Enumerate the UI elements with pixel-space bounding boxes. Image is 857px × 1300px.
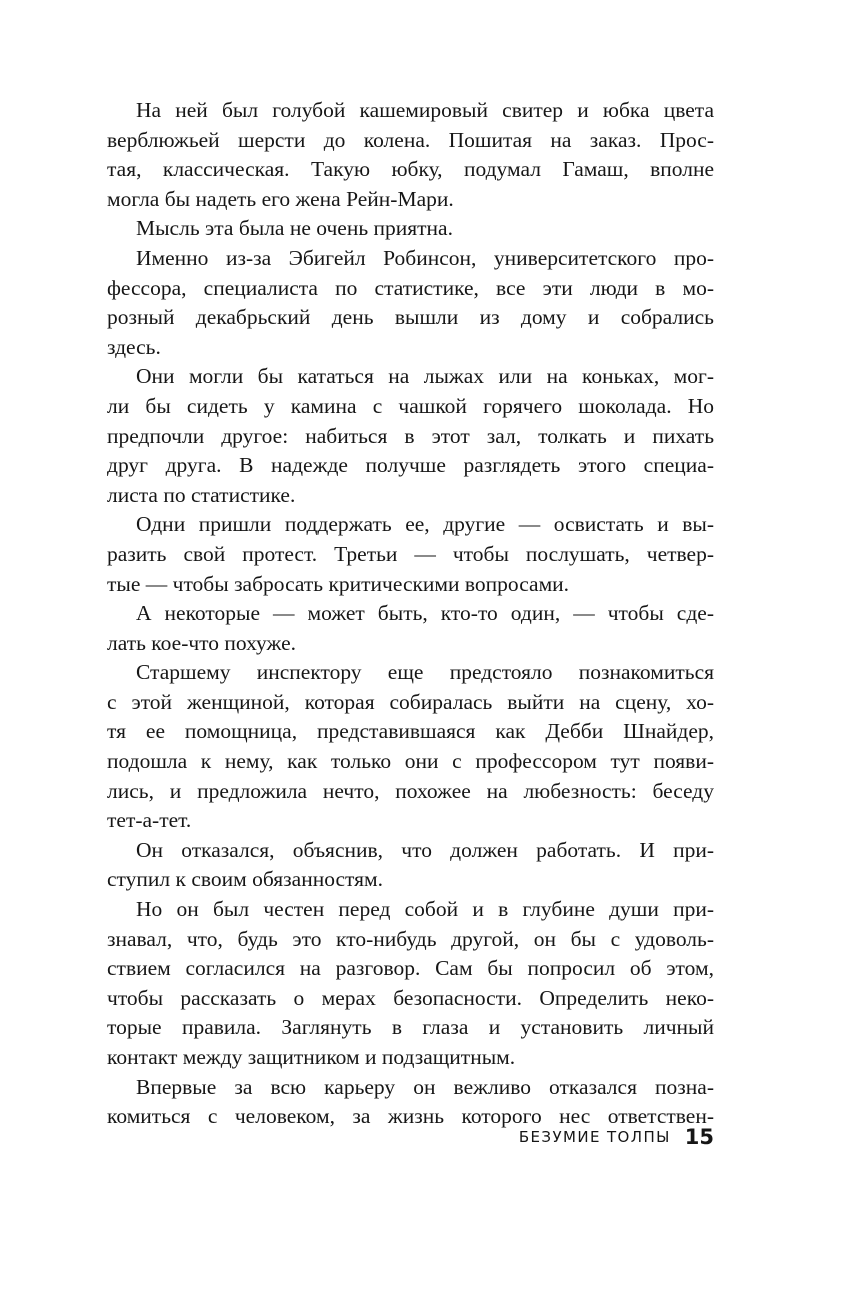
text-line: Именно из-за Эбигейл Робинсон, университетского про- (136, 245, 714, 270)
text-line: листа по статистике. (107, 482, 296, 507)
text-line: Но он был честен перед собой и в глубине души при- (136, 897, 714, 922)
paragraph (107, 244, 714, 362)
text-line: А некоторые — может быть, кто-то один, — чтобы сде- (136, 601, 714, 626)
text-line: комиться с человеком, за жизнь которого нес ответствен- (107, 1104, 714, 1129)
text-line: Одни пришли поддержать ее, другие — освистать и вы- (136, 512, 714, 537)
text-line: Мысль эта была не очень приятна. (136, 216, 453, 241)
text-line: тет-а-тет. (107, 808, 192, 833)
paragraph (107, 836, 714, 895)
text-line: Впервые за всю карьеру он вежливо отказался позна- (136, 1074, 714, 1099)
text-line: здесь. (107, 334, 161, 359)
page-footer (107, 1125, 714, 1155)
paragraph (107, 214, 714, 244)
paragraph (107, 510, 714, 599)
paragraph (107, 1073, 714, 1132)
text-line: верблюжьей шерсти до колена. Пошитая на заказ. Прос- (107, 127, 714, 152)
body-text (107, 96, 714, 1132)
text-line: На ней был голубой кашемировый свитер и юбка цвета (136, 98, 714, 122)
paragraph (107, 895, 714, 1073)
text-line: знавал, что, будь это кто-нибудь другой, он бы с удоволь- (107, 926, 714, 951)
text-line: розный декабрьский день вышли из дому и собрались (107, 305, 714, 330)
text-line: тая, классическая. Такую юбку, подумал Гамаш, вполне (107, 157, 714, 182)
text-line: ствием согласился на разговор. Сам бы попросил об этом, (107, 956, 714, 981)
page-number: 15 (684, 1125, 714, 1149)
paragraph (107, 658, 714, 836)
text-line: лись, и предложила нечто, похожее на любезность: беседу (107, 778, 714, 803)
paragraph (107, 599, 714, 658)
paragraph (107, 96, 714, 214)
text-line: Они могли бы кататься на лыжах или на коньках, мог- (136, 364, 714, 389)
text-line: ступил к своим обязанностям. (107, 867, 384, 892)
text-line: разить свой протест. Третьи — чтобы послушать, четвер- (107, 541, 714, 566)
paragraph (107, 362, 714, 510)
text-line: ли бы сидеть у камина с чашкой горячего шоколада. Но (107, 393, 714, 418)
text-line: с этой женщиной, которая собиралась выйти на сцену, хо- (107, 689, 714, 714)
text-line: торые правила. Заглянуть в глаза и установить личный (107, 1015, 714, 1040)
text-line: тя ее помощница, представившаяся как Дебби Шнайдер, (107, 719, 714, 744)
text-line: тые — чтобы забросать критическими вопросами. (107, 571, 570, 596)
text-line: чтобы рассказать о мерах безопасности. Определить неко- (107, 985, 714, 1010)
text-line: фессора, специалиста по статистике, все эти люди в мо- (107, 275, 714, 300)
text-line: подошла к нему, как только они с профессором тут появи- (107, 749, 714, 774)
text-line: Старшему инспектору еще предстояло познакомиться (136, 660, 714, 685)
running-title: БЕЗУМИЕ ТОЛПЫ (518, 1128, 671, 1146)
text-line: Он отказался, объяснив, что должен работать. И при- (136, 837, 714, 862)
text-line: друг друга. В надежде получше разглядеть этого специа- (107, 453, 714, 478)
text-line: контакт между защитником и подзащитным. (107, 1045, 516, 1069)
text-line: лать кое-что похуже. (107, 630, 297, 655)
text-line: предпочли другое: набиться в этот зал, толкать и пихать (107, 423, 714, 448)
text-line: могла бы надеть его жена Рейн-Мари. (107, 186, 454, 211)
